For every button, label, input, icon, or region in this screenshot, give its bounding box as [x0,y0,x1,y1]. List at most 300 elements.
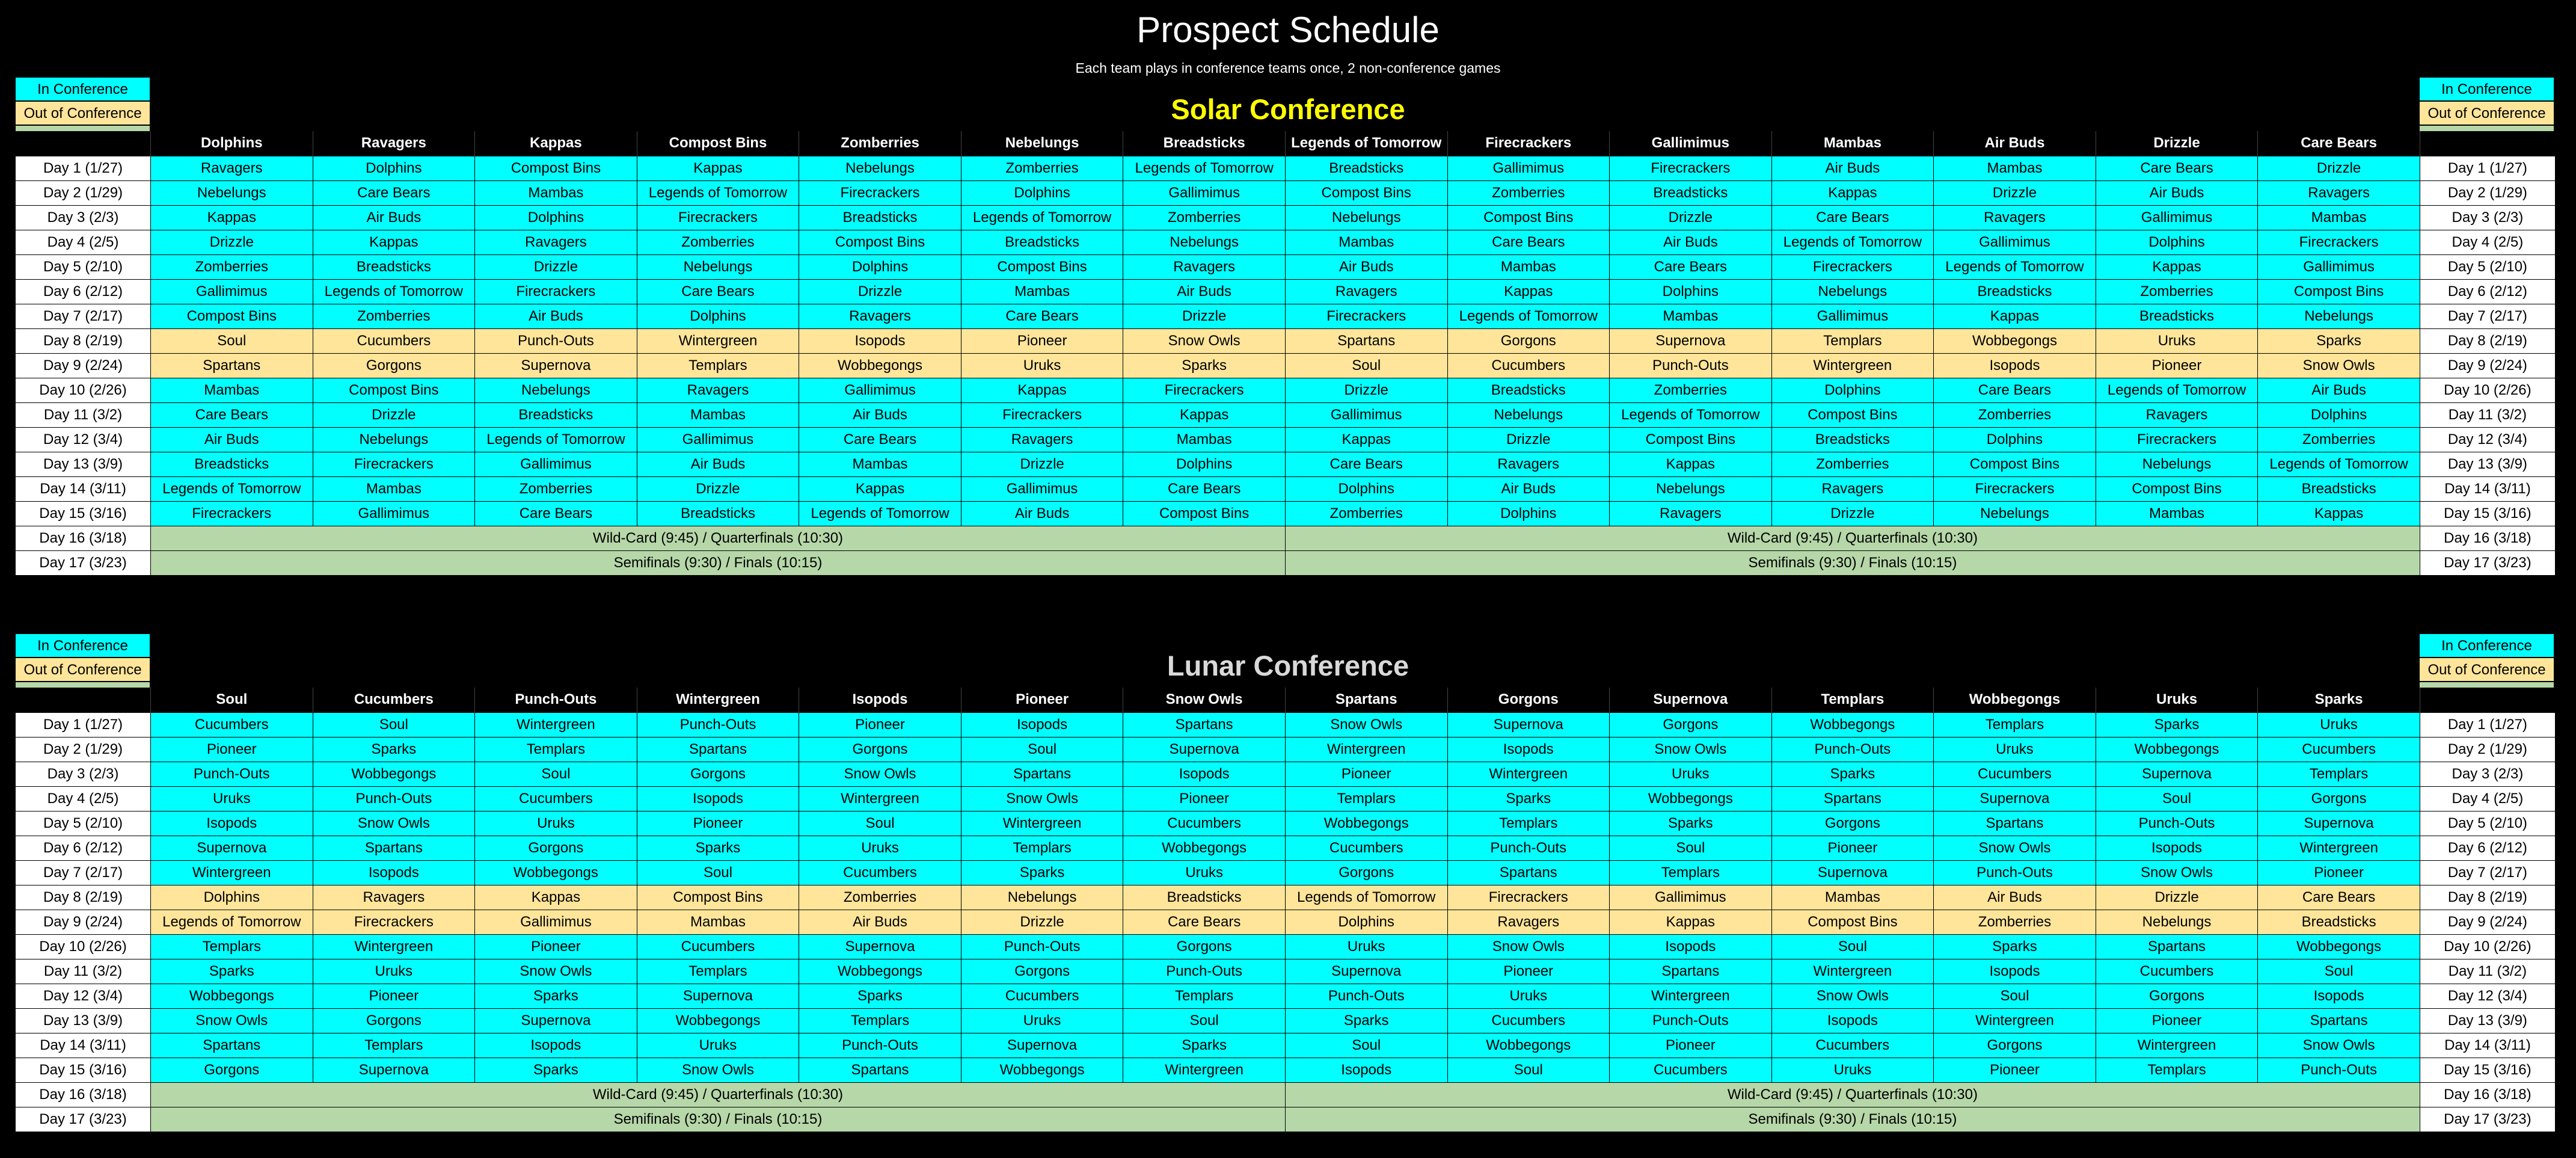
day-label: Day 7 (2/17) [2420,304,2555,328]
matchup-cell: Soul [2258,959,2420,984]
day-label: Day 17 (3/23) [16,1107,151,1132]
matchup-cell: Isopods [1934,959,2096,984]
matchup-cell: Uruks [1610,762,1772,786]
matchup-cell: Wintergreen [1771,959,1934,984]
matchup-cell: Gorgons [313,1008,475,1033]
matchup-cell: Sparks [475,1058,637,1082]
day-label: Day 5 (2/10) [16,811,151,836]
schedule-row [16,180,2556,205]
day-label: Day 4 (2/5) [2420,230,2555,254]
matchup-cell: Air Buds [961,501,1123,526]
matchup-cell: Dolphins [1934,427,2096,452]
matchup-cell: Ravagers [475,230,637,254]
matchup-cell: Supernova [637,984,799,1008]
day-label: Day 16 (3/18) [16,526,151,550]
matchup-cell: Care Bears [2258,885,2420,910]
matchup-cell: Punch-Outs [2096,811,2258,836]
team-header: Air Buds [1934,131,2096,156]
matchup-cell: Pioneer [2258,860,2420,885]
matchup-cell: Ravagers [1285,279,1447,304]
schedule-row [16,1008,2556,1033]
playoff-cell: Semifinals (9:30) / Finals (10:15) [151,550,1286,575]
matchup-cell: Wobbegongs [1447,1033,1610,1058]
day-label: Day 9 (2/24) [16,353,151,378]
matchup-cell: Wintergreen [475,712,637,737]
matchup-cell: Air Buds [1285,254,1447,279]
day-label: Day 16 (3/18) [2420,1082,2555,1107]
matchup-cell: Supernova [475,1008,637,1033]
matchup-cell: Cucumbers [2258,737,2420,762]
matchup-cell: Dolphins [637,304,799,328]
day-label: Day 2 (1/29) [2420,737,2555,762]
matchup-cell: Isopods [1934,353,2096,378]
day-label: Day 4 (2/5) [2420,786,2555,811]
schedule-row [16,205,2556,230]
matchup-cell: Zomberries [1123,205,1286,230]
matchup-cell: Wobbegongs [1934,328,2096,353]
matchup-cell: Gorgons [1285,860,1447,885]
playoff-cell: Semifinals (9:30) / Finals (10:15) [1285,1107,2420,1132]
matchup-cell: Cucumbers [961,984,1123,1008]
matchup-cell: Pioneer [1123,786,1286,811]
schedule-row [16,762,2556,786]
matchup-cell: Ravagers [961,427,1123,452]
matchup-cell: Zomberries [151,254,313,279]
matchup-cell: Soul [799,811,961,836]
matchup-cell: Supernova [1123,737,1286,762]
day-label: Day 2 (1/29) [2420,180,2555,205]
matchup-cell: Gallimimus [637,427,799,452]
legend-in-conference: In Conference [15,77,150,101]
team-header: Cucumbers [313,688,475,712]
matchup-cell: Dolphins [1610,279,1772,304]
matchup-cell: Ravagers [151,156,313,180]
playoff-row [16,1082,2556,1107]
matchup-cell: Legends of Tomorrow [2096,378,2258,402]
matchup-cell: Legends of Tomorrow [151,910,313,934]
matchup-cell: Air Buds [1610,230,1772,254]
team-header: Supernova [1610,688,1772,712]
matchup-cell: Nebelungs [1934,501,2096,526]
matchup-cell: Wobbegongs [1285,811,1447,836]
day-label: Day 17 (3/23) [16,550,151,575]
matchup-cell: Dolphins [313,156,475,180]
matchup-cell: Kappas [1771,180,1934,205]
matchup-cell: Sparks [799,984,961,1008]
matchup-cell: Sparks [2258,328,2420,353]
matchup-cell: Pioneer [799,712,961,737]
matchup-cell: Firecrackers [1934,476,2096,501]
matchup-cell: Gorgons [1934,1033,2096,1058]
matchup-cell: Air Buds [1123,279,1286,304]
matchup-cell: Air Buds [1771,156,1934,180]
matchup-cell: Templars [313,1033,475,1058]
schedule-row [16,402,2556,427]
matchup-cell: Dolphins [799,254,961,279]
matchup-cell: Pioneer [1285,762,1447,786]
matchup-cell: Mambas [961,279,1123,304]
matchup-cell: Firecrackers [151,501,313,526]
team-header-row [16,131,2556,156]
matchup-cell: Gallimimus [1285,402,1447,427]
matchup-cell: Isopods [475,1033,637,1058]
team-header: Mambas [1771,131,1934,156]
matchup-cell: Sparks [475,984,637,1008]
matchup-cell: Legends of Tomorrow [637,180,799,205]
matchup-cell: Supernova [1771,860,1934,885]
matchup-cell: Gallimimus [1771,304,1934,328]
day-label: Day 17 (3/23) [2420,1107,2555,1132]
matchup-cell: Dolphins [1447,501,1610,526]
matchup-cell: Punch-Outs [475,328,637,353]
matchup-cell: Snow Owls [313,811,475,836]
matchup-cell: Cucumbers [1610,1058,1772,1082]
matchup-cell: Pioneer [961,328,1123,353]
matchup-cell: Spartans [1285,328,1447,353]
team-header: Drizzle [2096,131,2258,156]
matchup-cell: Drizzle [313,402,475,427]
matchup-cell: Zomberries [1610,378,1772,402]
matchup-cell: Dolphins [2096,230,2258,254]
matchup-cell: Wobbegongs [1123,836,1286,860]
matchup-cell: Gorgons [799,737,961,762]
matchup-cell: Templars [475,737,637,762]
matchup-cell: Gorgons [637,762,799,786]
matchup-cell: Firecrackers [637,205,799,230]
matchup-cell: Zomberries [1285,501,1447,526]
matchup-cell: Zomberries [2096,279,2258,304]
day-label: Day 15 (3/16) [16,1058,151,1082]
matchup-cell: Ravagers [1447,910,1610,934]
schedule-row [16,230,2556,254]
matchup-cell: Mambas [1123,427,1286,452]
header-corner [2420,131,2555,156]
schedule-row [16,984,2556,1008]
matchup-cell: Legends of Tomorrow [799,501,961,526]
matchup-cell: Drizzle [1285,378,1447,402]
lunar-schedule-table [15,688,2556,1132]
matchup-cell: Nebelungs [2258,304,2420,328]
matchup-cell: Legends of Tomorrow [1610,402,1772,427]
matchup-cell: Drizzle [1447,427,1610,452]
day-label: Day 5 (2/10) [16,254,151,279]
playoff-row [16,1107,2556,1132]
matchup-cell: Uruks [961,353,1123,378]
matchup-cell: Snow Owls [2258,353,2420,378]
matchup-cell: Cucumbers [1771,1033,1934,1058]
matchup-cell: Kappas [637,156,799,180]
matchup-cell: Drizzle [1771,501,1934,526]
playoff-cell: Wild-Card (9:45) / Quarterfinals (10:30) [151,526,1286,550]
matchup-cell: Legends of Tomorrow [1771,230,1934,254]
matchup-cell: Care Bears [1934,378,2096,402]
matchup-cell: Spartans [151,1033,313,1058]
matchup-cell: Uruks [475,811,637,836]
day-label: Day 12 (3/4) [2420,984,2555,1008]
team-header: Uruks [2096,688,2258,712]
matchup-cell: Pioneer [1447,959,1610,984]
day-label: Day 11 (3/2) [2420,959,2555,984]
header-corner [2420,688,2555,712]
matchup-cell: Wobbegongs [637,1008,799,1033]
schedule-row [16,737,2556,762]
matchup-cell: Drizzle [961,910,1123,934]
matchup-cell: Firecrackers [1447,885,1610,910]
matchup-cell: Firecrackers [1610,156,1772,180]
day-label: Day 13 (3/9) [16,1008,151,1033]
matchup-cell: Snow Owls [2096,860,2258,885]
matchup-cell: Uruks [2258,712,2420,737]
matchup-cell: Gorgons [151,1058,313,1082]
matchup-cell: Sparks [1123,1033,1286,1058]
legend-in-conference: In Conference [2419,633,2554,658]
matchup-cell: Kappas [799,476,961,501]
matchup-cell: Wobbegongs [1610,786,1772,811]
matchup-cell: Legends of Tomorrow [961,205,1123,230]
matchup-cell: Breadsticks [2258,910,2420,934]
matchup-cell: Mambas [799,452,961,476]
day-label: Day 15 (3/16) [2420,501,2555,526]
matchup-cell: Templars [151,934,313,959]
matchup-cell: Mambas [637,910,799,934]
matchup-cell: Ravagers [313,885,475,910]
matchup-cell: Cucumbers [1934,762,2096,786]
matchup-cell: Air Buds [2096,180,2258,205]
matchup-cell: Templars [2258,762,2420,786]
matchup-cell: Isopods [1771,1008,1934,1033]
schedule-row [16,934,2556,959]
day-label: Day 8 (2/19) [2420,885,2555,910]
matchup-cell: Soul [2096,786,2258,811]
playoff-cell: Semifinals (9:30) / Finals (10:15) [151,1107,1286,1132]
day-label: Day 10 (2/26) [2420,934,2555,959]
matchup-cell: Firecrackers [2258,230,2420,254]
matchup-cell: Firecrackers [1285,304,1447,328]
matchup-cell: Care Bears [1285,452,1447,476]
matchup-cell: Legends of Tomorrow [475,427,637,452]
matchup-cell: Wintergreen [1610,984,1772,1008]
matchup-cell: Dolphins [1285,910,1447,934]
matchup-cell: Care Bears [799,427,961,452]
day-label: Day 14 (3/11) [2420,476,2555,501]
day-label: Day 3 (2/3) [16,205,151,230]
matchup-cell: Breadsticks [1610,180,1772,205]
team-header: Isopods [799,688,961,712]
matchup-cell: Punch-Outs [1123,959,1286,984]
matchup-cell: Zomberries [1447,180,1610,205]
matchup-cell: Firecrackers [799,180,961,205]
playoff-cell: Semifinals (9:30) / Finals (10:15) [1285,550,2420,575]
matchup-cell: Nebelungs [799,156,961,180]
matchup-cell: Templars [1610,860,1772,885]
matchup-cell: Zomberries [2258,427,2420,452]
matchup-cell: Nebelungs [313,427,475,452]
matchup-cell: Kappas [1285,427,1447,452]
matchup-cell: Spartans [2258,1008,2420,1033]
matchup-cell: Compost Bins [151,304,313,328]
matchup-cell: Firecrackers [2096,427,2258,452]
matchup-cell: Soul [1771,934,1934,959]
matchup-cell: Legends of Tomorrow [313,279,475,304]
matchup-cell: Breadsticks [475,402,637,427]
matchup-cell: Mambas [2096,501,2258,526]
matchup-cell: Punch-Outs [1934,860,2096,885]
team-header: Compost Bins [637,131,799,156]
team-header: Punch-Outs [475,688,637,712]
page-title: Prospect Schedule [1136,10,1440,50]
matchup-cell: Punch-Outs [1285,984,1447,1008]
matchup-cell: Dolphins [2258,402,2420,427]
day-label: Day 4 (2/5) [16,230,151,254]
playoff-cell: Wild-Card (9:45) / Quarterfinals (10:30) [1285,1082,2420,1107]
matchup-cell: Gallimimus [313,501,475,526]
matchup-cell: Templars [1123,984,1286,1008]
matchup-cell: Wintergreen [151,860,313,885]
matchup-cell: Pioneer [475,934,637,959]
matchup-cell: Isopods [2258,984,2420,1008]
matchup-cell: Supernova [2096,762,2258,786]
playoff-row [16,526,2556,550]
matchup-cell: Isopods [2096,836,2258,860]
matchup-cell: Supernova [2258,811,2420,836]
schedule-row [16,885,2556,910]
matchup-cell: Wobbegongs [2258,934,2420,959]
matchup-cell: Pioneer [1934,1058,2096,1082]
matchup-cell: Air Buds [637,452,799,476]
matchup-cell: Nebelungs [475,378,637,402]
day-label: Day 13 (3/9) [2420,1008,2555,1033]
matchup-cell: Soul [1610,836,1772,860]
matchup-cell: Sparks [637,836,799,860]
matchup-cell: Air Buds [799,910,961,934]
schedule-row [16,501,2556,526]
matchup-cell: Snow Owls [151,1008,313,1033]
matchup-cell: Compost Bins [1285,180,1447,205]
day-label: Day 2 (1/29) [16,737,151,762]
matchup-cell: Isopods [313,860,475,885]
matchup-cell: Air Buds [1447,476,1610,501]
schedule-row [16,712,2556,737]
matchup-cell: Spartans [1934,811,2096,836]
schedule-row [16,959,2556,984]
matchup-cell: Supernova [1934,786,2096,811]
matchup-cell: Gallimimus [1447,156,1610,180]
matchup-cell: Air Buds [1934,885,2096,910]
matchup-cell: Care Bears [151,402,313,427]
day-label: Day 6 (2/12) [2420,279,2555,304]
team-header: Gallimimus [1610,131,1772,156]
matchup-cell: Wobbegongs [961,1058,1123,1082]
matchup-cell: Gallimimus [1934,230,2096,254]
matchup-cell: Kappas [2258,501,2420,526]
team-header: Spartans [1285,688,1447,712]
matchup-cell: Uruks [2096,328,2258,353]
matchup-cell: Gorgons [2096,984,2258,1008]
day-label: Day 15 (3/16) [16,501,151,526]
day-label: Day 13 (3/9) [2420,452,2555,476]
day-label: Day 10 (2/26) [16,934,151,959]
matchup-cell: Spartans [1447,860,1610,885]
schedule-row [16,1058,2556,1082]
matchup-cell: Cucumbers [2096,959,2258,984]
matchup-cell: Cucumbers [1447,353,1610,378]
matchup-cell: Uruks [799,836,961,860]
team-header: Breadsticks [1123,131,1286,156]
matchup-cell: Sparks [1123,353,1286,378]
legend-in-conference: In Conference [2419,77,2554,101]
matchup-cell: Kappas [1123,402,1286,427]
matchup-cell: Zomberries [961,156,1123,180]
matchup-cell: Mambas [637,402,799,427]
matchup-cell: Sparks [961,860,1123,885]
legend-out-of-conference: Out of Conference [2419,658,2554,682]
matchup-cell: Kappas [1934,304,2096,328]
matchup-cell: Cucumbers [1123,811,1286,836]
matchup-cell: Gallimimus [1610,885,1772,910]
matchup-cell: Breadsticks [637,501,799,526]
matchup-cell: Snow Owls [1771,984,1934,1008]
matchup-cell: Air Buds [2258,378,2420,402]
team-header: Dolphins [151,131,313,156]
matchup-cell: Cucumbers [799,860,961,885]
matchup-cell: Dolphins [1285,476,1447,501]
matchup-cell: Kappas [313,230,475,254]
matchup-cell: Gallimimus [961,476,1123,501]
matchup-cell: Kappas [1447,279,1610,304]
matchup-cell: Cucumbers [637,934,799,959]
matchup-cell: Supernova [313,1058,475,1082]
matchup-cell: Drizzle [799,279,961,304]
matchup-cell: Punch-Outs [961,934,1123,959]
team-header: Nebelungs [961,131,1123,156]
matchup-cell: Dolphins [475,205,637,230]
solar-conference-title: Solar Conference [1171,93,1405,125]
matchup-cell: Air Buds [313,205,475,230]
matchup-cell: Dolphins [961,180,1123,205]
matchup-cell: Soul [961,737,1123,762]
matchup-cell: Isopods [799,328,961,353]
matchup-cell: Supernova [961,1033,1123,1058]
matchup-cell: Breadsticks [151,452,313,476]
matchup-cell: Templars [1771,328,1934,353]
matchup-cell: Wintergreen [2258,836,2420,860]
team-header: Wintergreen [637,688,799,712]
matchup-cell: Air Buds [151,427,313,452]
matchup-cell: Wintergreen [1934,1008,2096,1033]
matchup-cell: Zomberries [313,304,475,328]
matchup-cell: Spartans [637,737,799,762]
team-header: Snow Owls [1123,688,1286,712]
team-header: Ravagers [313,131,475,156]
matchup-cell: Compost Bins [313,378,475,402]
matchup-cell: Snow Owls [637,1058,799,1082]
matchup-cell: Dolphins [1123,452,1286,476]
matchup-cell: Firecrackers [961,402,1123,427]
day-label: Day 9 (2/24) [16,910,151,934]
matchup-cell: Snow Owls [799,762,961,786]
matchup-cell: Spartans [313,836,475,860]
schedule-row [16,378,2556,402]
matchup-cell: Soul [1285,353,1447,378]
matchup-cell: Templars [1285,786,1447,811]
matchup-cell: Templars [637,353,799,378]
matchup-cell: Mambas [1610,304,1772,328]
schedule-row [16,811,2556,836]
matchup-cell: Uruks [961,1008,1123,1033]
matchup-cell: Ravagers [1934,205,2096,230]
matchup-cell: Care Bears [1610,254,1772,279]
matchup-cell: Legends of Tomorrow [1285,885,1447,910]
